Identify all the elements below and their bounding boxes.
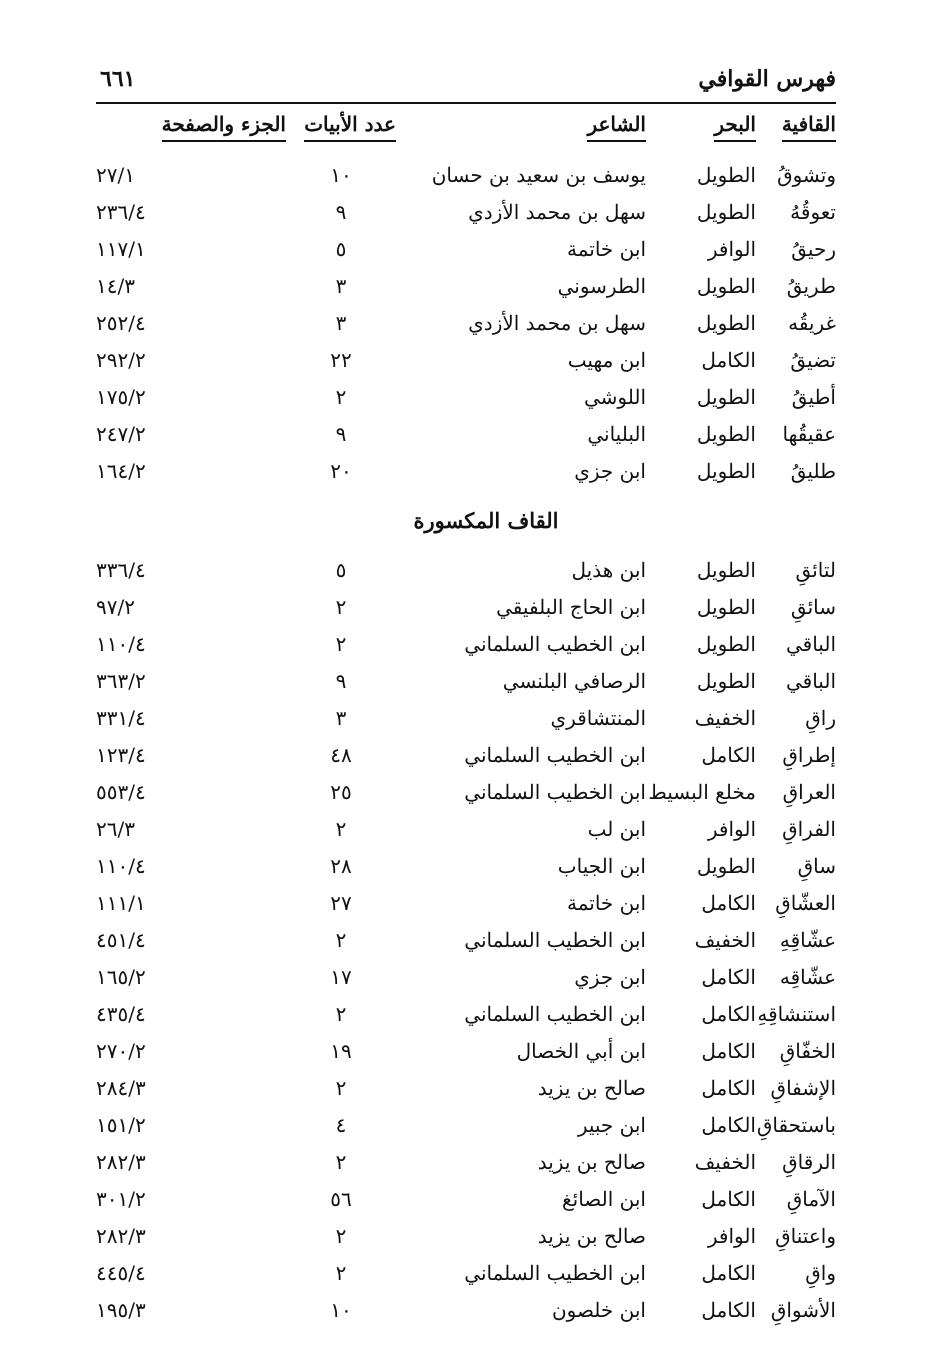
verse-count-cell: ٢ <box>335 1149 347 1174</box>
column-header-volume-page: الجزء والصفحة <box>96 112 286 156</box>
table-row <box>96 156 836 193</box>
table-row <box>96 452 836 489</box>
meter-cell: مخلع البسيط <box>648 779 756 804</box>
poet-cell: الرصافي البلنسي <box>502 668 646 693</box>
table-row <box>96 415 836 452</box>
table-row <box>96 847 836 884</box>
meter-cell: الطويل <box>696 273 756 298</box>
meter-cell: الوافر <box>707 236 756 261</box>
poet-cell: البلياني <box>587 421 646 446</box>
rhyme-cell: ساقِ <box>797 853 836 878</box>
rhyme-cell: العشّاقِ <box>775 890 836 915</box>
volume-page-cell: ٤٤٥/٤ <box>96 1260 146 1285</box>
poet-cell: ابن الخطيب السلماني <box>464 1260 646 1285</box>
column-header-verse-count: عدد الأبيات <box>286 112 396 156</box>
poet-cell: الطرسوني <box>557 273 646 298</box>
rhyme-cell: راقِ <box>805 705 836 730</box>
meter-cell: الطويل <box>696 310 756 335</box>
verse-count-cell: ٣ <box>335 310 347 335</box>
poet-cell: اللوشي <box>583 384 646 409</box>
verse-count-cell: ٢ <box>335 631 347 656</box>
rhyme-cell: الإشفاقِ <box>770 1075 836 1100</box>
volume-page-cell: ١٢٣/٤ <box>96 742 146 767</box>
verse-count-cell: ٢٨ <box>330 853 352 878</box>
poet-cell: صالح بن يزيد <box>537 1223 646 1248</box>
meter-cell: الطويل <box>696 421 756 446</box>
poet-cell: ابن جبير <box>577 1112 646 1137</box>
volume-page-cell: ٢٣٦/٤ <box>96 199 146 224</box>
meter-cell: الكامل <box>701 1260 756 1285</box>
rhyme-cell: الأشواقِ <box>770 1297 836 1322</box>
meter-cell: الطويل <box>696 199 756 224</box>
poet-cell: ابن الخطيب السلماني <box>464 927 646 952</box>
poet-cell: ابن الصائغ <box>561 1186 646 1211</box>
meter-cell: الكامل <box>701 1112 756 1137</box>
rhyme-cell: إطراقِ <box>782 742 836 767</box>
table-row <box>96 341 836 378</box>
volume-page-cell: ٢٨٢/٣ <box>96 1149 146 1174</box>
rhyme-cell: لتائقِ <box>795 557 836 582</box>
rhyme-cell: استنشاقِهِ <box>757 1001 836 1026</box>
volume-page-cell: ١١١/١ <box>96 890 146 915</box>
volume-page-cell: ٣٣٦/٤ <box>96 557 146 582</box>
verse-count-cell: ٢ <box>335 1001 347 1026</box>
poet-cell: ابن الخطيب السلماني <box>464 779 646 804</box>
verse-count-cell: ٩ <box>335 421 347 446</box>
volume-page-cell: ١٧٥/٢ <box>96 384 146 409</box>
meter-cell: الوافر <box>707 816 756 841</box>
table-row <box>96 884 836 921</box>
meter-cell: الكامل <box>701 964 756 989</box>
volume-page-cell: ٤٥١/٤ <box>96 927 146 952</box>
poet-cell: سهل بن محمد الأزدي <box>468 199 646 224</box>
volume-page-cell: ٥٥٣/٤ <box>96 779 146 804</box>
poet-cell: ابن الحاج البلفيقي <box>496 594 646 619</box>
rhyme-cell: غريقُه <box>788 310 836 335</box>
column-header-poet: الشاعر <box>396 112 646 156</box>
volume-page-cell: ٣٦٣/٢ <box>96 668 146 693</box>
poet-cell: ابن لب <box>587 816 646 841</box>
volume-page-cell: ٩٧/٢ <box>96 594 135 619</box>
poet-cell: ابن هذيل <box>571 557 646 582</box>
rhyme-cell: سائقِ <box>790 594 836 619</box>
rhyme-cell: طريقُ <box>786 273 836 298</box>
verse-count-cell: ٢٥ <box>330 779 352 804</box>
poet-cell: ابن الخطيب السلماني <box>464 631 646 656</box>
table-row <box>96 1217 836 1254</box>
table-row <box>96 1254 836 1291</box>
rhyme-cell: عشّاقِهِ <box>779 927 836 952</box>
volume-page-cell: ٢٨٤/٣ <box>96 1075 146 1100</box>
poet-cell: يوسف بن سعيد بن حسان <box>431 162 646 187</box>
poet-cell: صالح بن يزيد <box>537 1149 646 1174</box>
verse-count-cell: ٢ <box>335 1260 347 1285</box>
verse-count-cell: ٢ <box>335 1075 347 1100</box>
rhyme-cell: أطيقُ <box>791 384 836 409</box>
table-row <box>96 378 836 415</box>
rhyme-cell: طليقُ <box>790 458 836 483</box>
poet-cell: ابن جزي <box>574 458 646 483</box>
poet-cell: سهل بن محمد الأزدي <box>468 310 646 335</box>
volume-page-cell: ١١٠/٤ <box>96 631 146 656</box>
header-title: فهرس القوافي <box>698 66 836 92</box>
meter-cell: الطويل <box>696 384 756 409</box>
verse-count-cell: ١٠ <box>330 1297 352 1322</box>
table-row <box>96 958 836 995</box>
rhyme-cell: عقيقُها <box>782 421 836 446</box>
verse-count-cell: ١٧ <box>330 964 352 989</box>
meter-cell: الكامل <box>701 1186 756 1211</box>
volume-page-cell: ٢٩٢/٢ <box>96 347 146 372</box>
meter-cell: الكامل <box>701 1001 756 1026</box>
table-row <box>96 551 836 588</box>
volume-page-cell: ١١٧/١ <box>96 236 146 261</box>
verse-count-cell: ٢ <box>335 384 347 409</box>
table-row <box>96 304 836 341</box>
table-row <box>96 1069 836 1106</box>
verse-count-cell: ١٠ <box>330 162 352 187</box>
column-header-rhyme: القافية <box>756 112 836 156</box>
rhyme-cell: تضيقُ <box>790 347 836 372</box>
rhyme-cell: العراقِ <box>782 779 836 804</box>
poet-cell: ابن خلصون <box>551 1297 646 1322</box>
rhyme-cell: تعوقُهُ <box>790 199 836 224</box>
verse-count-cell: ٩ <box>335 668 347 693</box>
section-heading-row <box>96 489 836 551</box>
table-row <box>96 625 836 662</box>
verse-count-cell: ٤٨ <box>330 742 352 767</box>
table-row <box>96 230 836 267</box>
verse-count-cell: ٤ <box>335 1112 347 1137</box>
volume-page-cell: ١١٠/٤ <box>96 853 146 878</box>
poet-cell: ابن جزي <box>574 964 646 989</box>
meter-cell: الكامل <box>701 1297 756 1322</box>
volume-page-cell: ٤٣٥/٤ <box>96 1001 146 1026</box>
meter-cell: الكامل <box>701 1038 756 1063</box>
verse-count-cell: ١٩ <box>330 1038 352 1063</box>
volume-page-cell: ٢٧/١ <box>96 162 135 187</box>
meter-cell: الكامل <box>701 1075 756 1100</box>
meter-cell: الطويل <box>696 557 756 582</box>
meter-cell: الخفيف <box>694 1149 756 1174</box>
poet-cell: المنتشاقري <box>550 705 646 730</box>
volume-page-cell: ٣٠١/٢ <box>96 1186 146 1211</box>
verse-count-cell: ٣ <box>335 705 347 730</box>
verse-count-cell: ٣ <box>335 273 347 298</box>
table-row <box>96 1106 836 1143</box>
table-row <box>96 736 836 773</box>
volume-page-cell: ٢٧٠/٢ <box>96 1038 146 1063</box>
verse-count-cell: ٢ <box>335 927 347 952</box>
meter-cell: الخفيف <box>694 705 756 730</box>
verse-count-cell: ٩ <box>335 199 347 224</box>
meter-cell: الخفيف <box>694 927 756 952</box>
verse-count-cell: ٢٢ <box>330 347 352 372</box>
table-row <box>96 662 836 699</box>
verse-count-cell: ٥٦ <box>330 1186 352 1211</box>
table-row <box>96 193 836 230</box>
table-row <box>96 1143 836 1180</box>
verse-count-cell: ٥ <box>335 557 347 582</box>
verse-count-cell: ٢٧ <box>330 890 352 915</box>
table-row <box>96 773 836 810</box>
poet-cell: ابن خاتمة <box>566 236 646 261</box>
meter-cell: الطويل <box>696 668 756 693</box>
volume-page-cell: ٢٤٧/٢ <box>96 421 146 446</box>
rhyme-cell: عشّاقِه <box>779 964 836 989</box>
table-row <box>96 267 836 304</box>
rhyme-index-table <box>96 112 836 1328</box>
table-row <box>96 921 836 958</box>
meter-cell: الكامل <box>701 890 756 915</box>
table-row <box>96 810 836 847</box>
volume-page-cell: ١٩٥/٣ <box>96 1297 146 1322</box>
rhyme-cell: الباقي <box>785 631 836 656</box>
rhyme-cell: الخفّاقِ <box>779 1038 836 1063</box>
index-body <box>96 156 836 1328</box>
verse-count-cell: ٢٠ <box>330 458 352 483</box>
poet-cell: ابن خاتمة <box>566 890 646 915</box>
meter-cell: الطويل <box>696 594 756 619</box>
poet-cell: صالح بن يزيد <box>537 1075 646 1100</box>
poet-cell: ابن الخطيب السلماني <box>464 1001 646 1026</box>
rhyme-cell: الفراقِ <box>782 816 836 841</box>
volume-page-cell: ١٦٥/٢ <box>96 964 146 989</box>
table-row <box>96 588 836 625</box>
rhyme-cell: الرقاقِ <box>782 1149 836 1174</box>
meter-cell: الطويل <box>696 162 756 187</box>
meter-cell: الطويل <box>696 458 756 483</box>
rhyme-cell: وتشوقُ <box>777 162 836 187</box>
verse-count-cell: ٥ <box>335 236 347 261</box>
poet-cell: ابن الخطيب السلماني <box>464 742 646 767</box>
table-row <box>96 1032 836 1069</box>
meter-cell: الطويل <box>696 853 756 878</box>
rhyme-cell: الباقي <box>785 668 836 693</box>
rhyme-cell: باستحقاقِ <box>756 1112 836 1137</box>
rhyme-cell: الآماقِ <box>786 1186 836 1211</box>
rhyme-cell: واقِ <box>805 1260 836 1285</box>
section-heading: القاف المكسورة <box>413 507 559 533</box>
volume-page-cell: ١٤/٣ <box>96 273 135 298</box>
volume-page-cell: ٢٥٢/٤ <box>96 310 146 335</box>
volume-page-cell: ٣٣١/٤ <box>96 705 146 730</box>
volume-page-cell: ١٥١/٢ <box>96 1112 146 1137</box>
verse-count-cell: ٢ <box>335 816 347 841</box>
verse-count-cell: ٢ <box>335 1223 347 1248</box>
volume-page-cell: ٢٦/٣ <box>96 816 135 841</box>
column-header-meter: البحر <box>646 112 756 156</box>
table-row <box>96 995 836 1032</box>
poet-cell: ابن أبي الخصال <box>516 1038 646 1063</box>
meter-cell: الكامل <box>701 742 756 767</box>
table-row <box>96 1180 836 1217</box>
meter-cell: الطويل <box>696 631 756 656</box>
running-header <box>96 62 836 104</box>
table-row <box>96 699 836 736</box>
volume-page-cell: ١٦٤/٢ <box>96 458 146 483</box>
rhyme-cell: واعتناقِ <box>775 1223 836 1248</box>
meter-cell: الكامل <box>701 347 756 372</box>
page-number: ٦٦١ <box>100 66 136 92</box>
meter-cell: الوافر <box>707 1223 756 1248</box>
volume-page-cell: ٢٨٢/٣ <box>96 1223 146 1248</box>
poet-cell: ابن الجياب <box>557 853 646 878</box>
rhyme-cell: رحيقُ <box>791 236 836 261</box>
column-header-row <box>96 112 836 156</box>
poet-cell: ابن مهيب <box>567 347 646 372</box>
verse-count-cell: ٢ <box>335 594 347 619</box>
table-row <box>96 1291 836 1328</box>
